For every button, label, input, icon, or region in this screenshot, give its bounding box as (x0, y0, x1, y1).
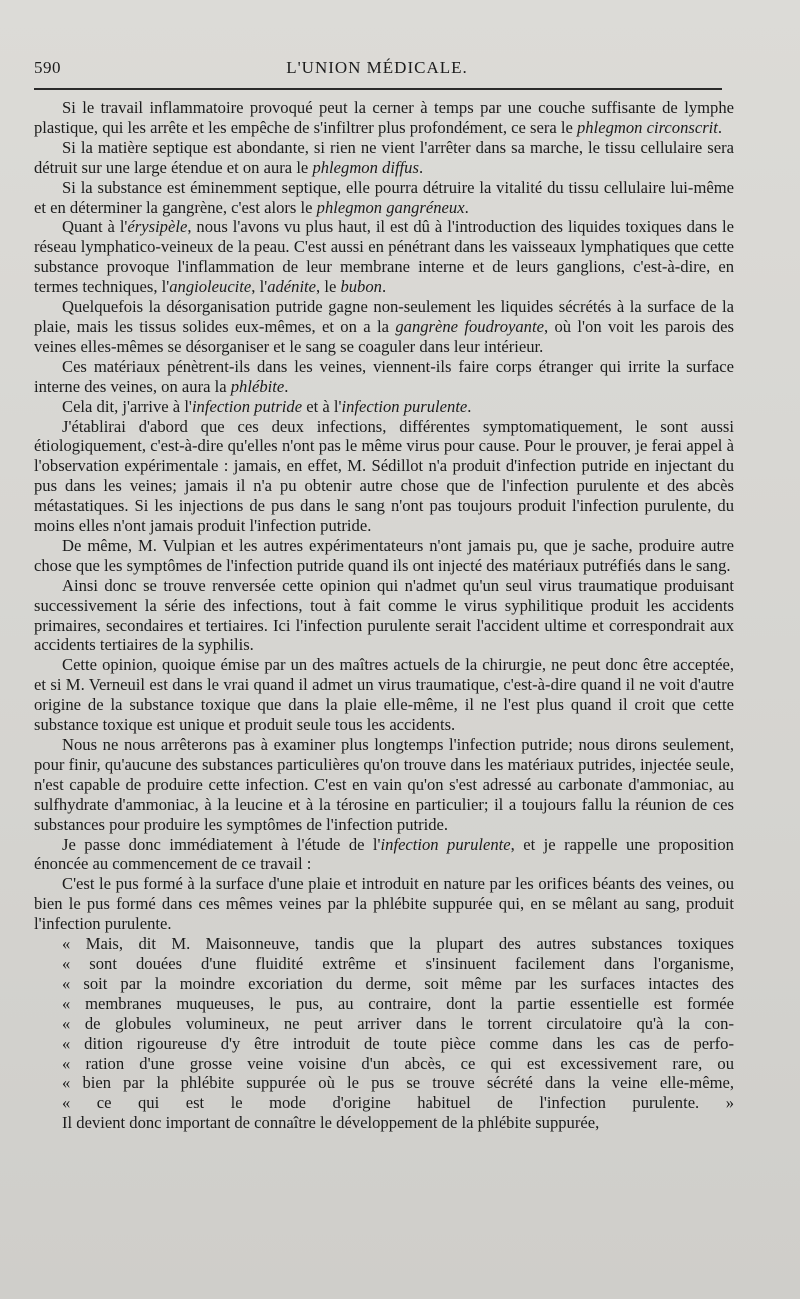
running-title: L'UNION MÉDICALE. (286, 58, 468, 77)
paragraph-text: C'est le pus formé à la surface d'une plaie et introduit en nature par les orifices béants des veines, ou bien le pus formé dans ces mêmes veines par la phlébite suppurée qui, en se mêlant au sang, produit l'infection purulente. (34, 874, 734, 934)
quote-line: « Mais, dit M. Maisonneuve, tandis que la plupart des autres substances toxiques (62, 934, 734, 954)
paragraph-text: , le (316, 277, 341, 297)
paragraph (34, 417, 734, 536)
page-header (34, 56, 720, 86)
closing-line: Il devient donc important de connaître le développement de la phlébite suppurée, (62, 1113, 600, 1133)
paragraph (34, 98, 734, 138)
paragraph-text: Si la substance est éminemment septique, elle pourra détruire la vitalité du tissu cellulaire lui-même et en déterminer la gangrène, c'est alors le (34, 177, 734, 217)
paragraph (34, 178, 734, 218)
paragraph (34, 735, 734, 835)
paragraph-text: Quant à l' (62, 217, 128, 237)
quotation-block (34, 934, 734, 1113)
paragraph (34, 874, 734, 934)
header-rule (34, 88, 722, 90)
paragraph (34, 835, 734, 875)
paragraph (34, 297, 734, 357)
italic-term: phlegmon diffus (312, 157, 419, 177)
quote-line: « bien par la phlébite suppurée où le pus se trouve sécrété dans la veine elle-même, (62, 1073, 734, 1093)
paragraph-text: . (467, 396, 472, 416)
paragraph-text: , et je rappelle une proposition énoncée au commencement de ce travail : (34, 834, 734, 874)
paragraph (34, 655, 734, 735)
quote-line: « ration d'une grosse veine voisine d'un abcès, ce qui est excessivement rare, ou (62, 1053, 734, 1073)
quote-line: « de globules volumineux, ne peut arriver dans le torrent circulatoire qu'à la con- (62, 1013, 734, 1033)
italic-term: bubon (340, 277, 382, 297)
paragraph (34, 536, 734, 576)
paragraph-text: , l' (251, 277, 268, 297)
paragraph-text: Cela dit, j'arrive à l' (62, 396, 192, 416)
paragraph-text: . (717, 117, 723, 137)
quote-line: « membranes muqueuses, le pus, au contraire, dont la partie essentielle est formée (62, 993, 734, 1013)
paragraph-text: J'établirai d'abord que ces deux infections, différentes symptomatiquement, le sont aussi étiologiquement, c'est-à-dire qu'elles n'ont pas le même virus pour cause. Pour le prouver, je ferai appel à l'observation expérimentale : jamais, en effet, M. Sédillot n'a produit d'infection putride en injectant du pus dans les veines; jamais il n'a pu obtenir autre chose que de l'infection purulente et des abcès métastatiques. Si les injections de pus dans le sang n'ont pas toujours produit l'infection purulente, du moins elles n'ont jamais produit l'infection putride. (34, 416, 734, 536)
paragraph-text: Je passe donc immédiatement à l'étude de l' (62, 834, 381, 854)
paragraph-text: . (381, 277, 387, 297)
paragraph-text: , où l'on voit les parois des veines elles-mêmes se désorganiser et le sang se coaguler dans leur intérieur. (34, 316, 734, 356)
paragraph (34, 217, 734, 297)
paragraph (34, 138, 734, 178)
paragraph (34, 357, 734, 397)
italic-term: infection putride (191, 396, 303, 416)
quote-line: « ce qui est le mode d'origine habituel de l'infection purulente. » (62, 1093, 734, 1113)
paragraph-list (34, 98, 734, 934)
italic-term: phlébite (230, 376, 285, 396)
italic-term: infection purulente (341, 396, 468, 416)
paragraph-text: De même, M. Vulpian et les autres expérimentateurs n'ont jamais pu, que je sache, produire autre chose que les symptômes de l'infection putride quand ils ont injecté des matériaux putréfiés dans le sang. (34, 535, 734, 575)
quote-line: « sont douées d'une fluidité extrême et s'insinuent facilement dans l'organisme, (62, 953, 734, 973)
italic-term: érysipèle (127, 217, 188, 237)
italic-term: phlegmon gangréneux (316, 197, 465, 217)
italic-term: gangrène foudroyante (395, 316, 544, 336)
paragraph (34, 576, 734, 656)
paragraph-text: Si le travail inflammatoire provoqué peut la cerner à temps par une couche suffisante de lymphe plastique, qui les arrête et les empêche de s'infiltrer plus profondément, ce sera le (34, 98, 734, 137)
italic-term: phlegmon circonscrit (577, 117, 718, 137)
quote-line: « soit par la moindre excoriation du derme, soit même par les surfaces intactes des (62, 973, 734, 993)
paragraph-text: Ces matériaux pénètrent-ils dans les veines, viennent-ils faire corps étranger qui irrite la surface interne des veines, on aura la (34, 356, 734, 396)
quote-line: « dition rigoureuse d'y être introduit de toute pièce comme dans les cas de perfo- (62, 1033, 734, 1053)
article-body (34, 98, 734, 1133)
paragraph-text: Si la matière septique est abondante, si rien ne vient l'arrêter dans sa marche, le tissu cellulaire sera détruit sur une large étendue et on aura le (34, 137, 734, 177)
paragraph-text: Cette opinion, quoique émise par un des maîtres actuels de la chirurgie, ne peut donc être acceptée, et si M. Verneuil est dans le vrai quand il admet un virus traumatique, c'est-à-dire quand il ne voit d'autre origine de la substance toxique que dans la plaie elle-même, il ne l'est plus quand il croit que cette substance toxique est unique et produit seule tous les accidents. (34, 655, 734, 735)
italic-term: infection purulente (380, 834, 511, 854)
paragraph-text: Ainsi donc se trouve renversée cette opinion qui n'admet qu'un seul virus traumatique produisant successivement la série des infections, tout à fait comme le virus syphilitique produit les accidents primaires, secondaires et tertiaires. Ici l'infection purulente serait l'accident ultime et correspondrait aux accidents tertiaires de la syphilis. (34, 575, 734, 655)
paragraph-text: , nous l'avons vu plus haut, il est dû à l'introduction des liquides toxiques dans le réseau lymphatico-veineux de la peau. C'est aussi en pénétrant dans les vaisseaux lymphatiques que cette substance provoque l'inflammation de leur membrane interne et de leurs ganglions, c'est-à-dire, en termes techniques, l' (34, 217, 734, 297)
paragraph (34, 397, 734, 417)
paragraph-text: . (464, 197, 469, 217)
page-number: 590 (34, 58, 61, 77)
paragraph-text: Quelquefois la désorganisation putride gagne non-seulement les liquides sécrétés à la surface de la plaie, mais les tissus solides eux-mêmes, et on a la (34, 297, 734, 336)
italic-term: angioleucite (169, 277, 252, 297)
paragraph-text: et à l' (302, 396, 342, 416)
italic-term: adénite (267, 277, 317, 297)
paragraph-text: . (284, 376, 289, 396)
paragraph-text: . (418, 157, 424, 177)
paragraph-text: Nous ne nous arrêterons pas à examiner plus longtemps l'infection putride; nous dirons seulement, pour finir, qu'aucune des substances particulières qu'on trouve dans les matériaux putrides, injectée seule, n'est capable de produire cette infection. C'est en vain qu'on s'est adressé au carbonate d'ammoniac, au sulfhydrate d'ammoniac, à la leucine et à la térosine en particulier; il a toujours fallu la réunion de ces substances pour produire les symptômes de l'infection putride. (34, 735, 734, 834)
